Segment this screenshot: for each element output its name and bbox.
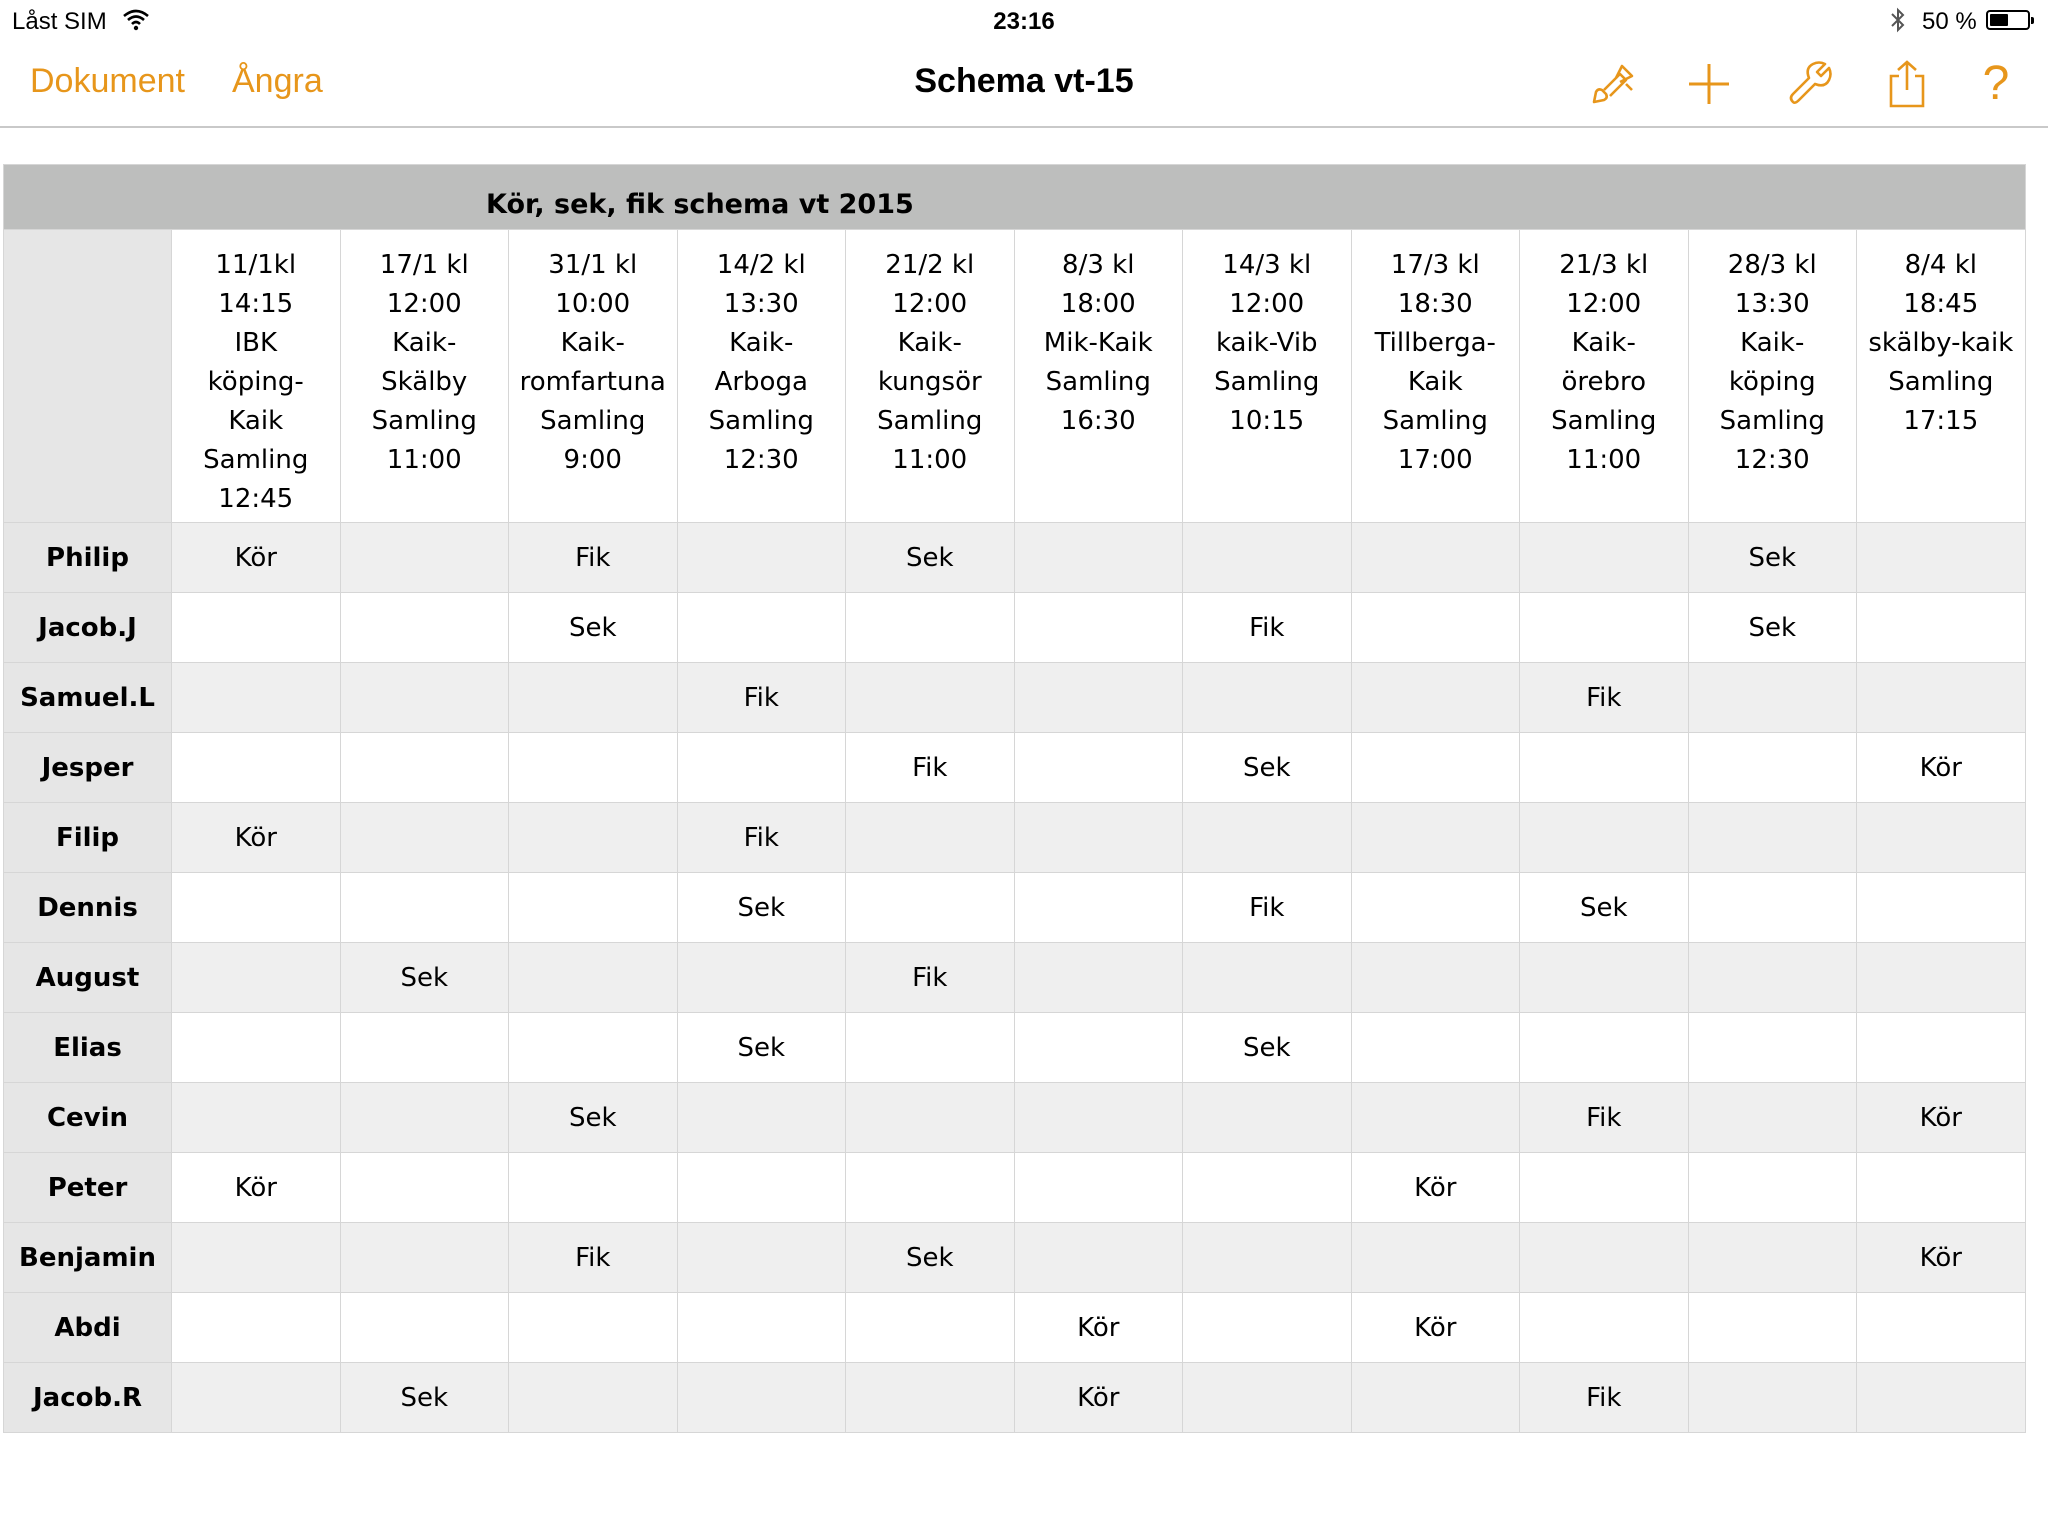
table-cell[interactable]	[509, 803, 678, 873]
table-cell[interactable]	[1857, 523, 2026, 593]
column-header-line: 10:00	[555, 289, 631, 319]
table-cell[interactable]: Kör	[1014, 1363, 1183, 1433]
column-header-line: 12:30	[1734, 445, 1810, 475]
table-cell[interactable]	[1857, 663, 2026, 733]
table-cell[interactable]	[340, 523, 509, 593]
column-header-cell[interactable]	[846, 230, 1015, 523]
column-header-line: örebro	[1561, 367, 1647, 397]
column-header-line: Samling	[1382, 406, 1488, 436]
table-cell[interactable]: Kör	[172, 803, 341, 873]
column-header-line: Arboga	[714, 367, 808, 397]
row-name-cell[interactable]: Jacob.J	[4, 593, 172, 663]
table-cell[interactable]	[1183, 943, 1352, 1013]
table-cell[interactable]	[1688, 1153, 1857, 1223]
table-cell[interactable]	[340, 1223, 509, 1293]
table-cell[interactable]	[1183, 1363, 1352, 1433]
row-name-cell[interactable]: August	[4, 943, 172, 1013]
table-cell[interactable]	[340, 733, 509, 803]
table-row	[4, 663, 2026, 733]
row-name-cell[interactable]: Jacob.R	[4, 1363, 172, 1433]
table-cell[interactable]: Fik	[846, 943, 1015, 1013]
row-name-cell[interactable]: Abdi	[4, 1293, 172, 1363]
table-cell[interactable]: Fik	[1520, 1083, 1689, 1153]
table-cell[interactable]	[1014, 663, 1183, 733]
row-name-cell[interactable]: Filip	[4, 803, 172, 873]
table-cell[interactable]	[172, 663, 341, 733]
table-cell[interactable]	[1351, 1223, 1520, 1293]
table-cell[interactable]	[677, 1293, 846, 1363]
header-row	[4, 230, 2026, 523]
column-header-cell[interactable]	[1351, 230, 1520, 523]
table-cell[interactable]	[1351, 803, 1520, 873]
table-cell[interactable]	[677, 1153, 846, 1223]
table-cell[interactable]: Fik	[509, 523, 678, 593]
table-cell[interactable]	[172, 873, 341, 943]
table-cell[interactable]	[846, 1013, 1015, 1083]
column-header-line: Samling	[1551, 406, 1657, 436]
table-cell[interactable]: Kör	[1351, 1293, 1520, 1363]
battery-percent: 50 %	[1922, 8, 1977, 35]
column-header-line: köping-	[207, 367, 304, 397]
table-cell[interactable]	[1688, 1293, 1857, 1363]
table-row	[4, 1363, 2026, 1433]
table-cell[interactable]: Sek	[677, 873, 846, 943]
table-cell[interactable]: Fik	[1183, 873, 1352, 943]
table-cell[interactable]	[509, 1013, 678, 1083]
table-cell[interactable]	[1520, 733, 1689, 803]
column-header-line: 11:00	[892, 445, 968, 475]
table-cell[interactable]	[172, 1223, 341, 1293]
column-header-line: 16:30	[1060, 406, 1136, 436]
table-cell[interactable]	[1688, 663, 1857, 733]
table-cell[interactable]	[1183, 1293, 1352, 1363]
table-cell[interactable]	[677, 523, 846, 593]
column-header-line: Kaik	[228, 406, 284, 436]
table-cell[interactable]	[1351, 1363, 1520, 1433]
paintbrush-icon[interactable]	[1586, 58, 1638, 110]
table-cell[interactable]	[1688, 733, 1857, 803]
column-header-line: 13:30	[723, 289, 799, 319]
table-cell[interactable]: Sek	[340, 1363, 509, 1433]
table-cell[interactable]: Fik	[1183, 593, 1352, 663]
table-cell[interactable]	[1014, 1153, 1183, 1223]
table-cell[interactable]	[1520, 943, 1689, 1013]
table-cell[interactable]	[1183, 803, 1352, 873]
table-cell[interactable]	[172, 1363, 341, 1433]
table-title-cell[interactable]	[4, 165, 2026, 230]
table-cell[interactable]	[172, 943, 341, 1013]
corner-cell[interactable]	[4, 230, 172, 523]
help-icon[interactable]: ?	[1982, 57, 2010, 110]
table-cell[interactable]	[1183, 1153, 1352, 1223]
table-cell[interactable]: Sek	[509, 1083, 678, 1153]
table-cell[interactable]	[340, 663, 509, 733]
table-cell[interactable]	[677, 733, 846, 803]
table-cell[interactable]: Sek	[846, 1223, 1015, 1293]
table-cell[interactable]	[1857, 1363, 2026, 1433]
battery-icon	[1986, 10, 2030, 30]
column-header-line: 17:15	[1903, 406, 1979, 436]
table-cell[interactable]	[1520, 1223, 1689, 1293]
table-cell[interactable]	[340, 593, 509, 663]
table-cell[interactable]	[1351, 1013, 1520, 1083]
table-cell[interactable]	[1014, 1083, 1183, 1153]
column-header-line: romfartuna	[519, 367, 666, 397]
table-cell[interactable]	[172, 733, 341, 803]
row-name-cell[interactable]: Benjamin	[4, 1223, 172, 1293]
table-cell[interactable]	[846, 1083, 1015, 1153]
column-header-line: 8/3 kl	[1062, 250, 1135, 280]
table-cell[interactable]	[1688, 803, 1857, 873]
column-header-line: 14/2 kl	[716, 250, 806, 280]
table-cell[interactable]	[1688, 873, 1857, 943]
column-header-cell[interactable]	[1183, 230, 1352, 523]
column-header-cell[interactable]	[1857, 230, 2026, 523]
table-cell[interactable]	[846, 1363, 1015, 1433]
table-cell[interactable]	[1014, 523, 1183, 593]
column-header-line: 12:00	[892, 289, 968, 319]
table-cell[interactable]: Kör	[1857, 1223, 2026, 1293]
table-row	[4, 943, 2026, 1013]
table-cell[interactable]: Sek	[846, 523, 1015, 593]
table-cell[interactable]	[509, 663, 678, 733]
table-cell[interactable]	[1183, 1223, 1352, 1293]
table-cell[interactable]	[1351, 663, 1520, 733]
table-cell[interactable]	[509, 1363, 678, 1433]
table-cell[interactable]: Fik	[677, 663, 846, 733]
table-cell[interactable]: Kör	[1857, 733, 2026, 803]
column-header-line: kaik-Vib	[1215, 328, 1318, 358]
column-header-line: 31/1 kl	[548, 250, 638, 280]
column-header-line: Kaik-	[560, 328, 625, 358]
column-header-line: 18:00	[1060, 289, 1136, 319]
table-cell[interactable]	[340, 1083, 509, 1153]
table-row	[4, 803, 2026, 873]
column-header-line: Samling	[877, 406, 983, 436]
table-row	[4, 873, 2026, 943]
row-name-cell[interactable]: Peter	[4, 1153, 172, 1223]
column-header-line: 12:45	[218, 484, 294, 514]
table-cell[interactable]	[1857, 1013, 2026, 1083]
column-header-line: 11:00	[1566, 445, 1642, 475]
column-header-line: 12:00	[1566, 289, 1642, 319]
column-header-line: Kaik-	[1740, 328, 1805, 358]
column-header-line: 12:00	[1229, 289, 1305, 319]
table-cell[interactable]	[1351, 523, 1520, 593]
column-header-line: 21/3 kl	[1559, 250, 1649, 280]
column-header-line: Samling	[371, 406, 477, 436]
column-header-line: Kaik-	[1571, 328, 1636, 358]
table-cell[interactable]: Fik	[1520, 1363, 1689, 1433]
column-header-line: 17:00	[1397, 445, 1473, 475]
table-row	[4, 1083, 2026, 1153]
table-cell[interactable]	[340, 1293, 509, 1363]
table-cell[interactable]	[1688, 1363, 1857, 1433]
clock: 23:16	[993, 8, 1055, 35]
column-header-line: Samling	[1888, 367, 1994, 397]
column-header-line: Kaik-	[729, 328, 794, 358]
column-header-cell[interactable]	[677, 230, 846, 523]
column-header-line: 10:15	[1229, 406, 1305, 436]
column-header-cell[interactable]	[1688, 230, 1857, 523]
table-cell[interactable]: Fik	[509, 1223, 678, 1293]
column-header-line: kungsör	[877, 367, 982, 397]
table-cell[interactable]	[846, 1293, 1015, 1363]
table-cell[interactable]	[509, 733, 678, 803]
table-cell[interactable]	[1520, 1293, 1689, 1363]
document-title: Schema vt-15	[914, 62, 1134, 100]
column-header-line: 8/4 kl	[1904, 250, 1977, 280]
table-cell[interactable]	[1520, 523, 1689, 593]
column-header-line: 18:30	[1397, 289, 1473, 319]
table-cell[interactable]	[1688, 1083, 1857, 1153]
table-cell[interactable]: Kör	[1857, 1083, 2026, 1153]
table-cell[interactable]	[846, 663, 1015, 733]
table-row	[4, 1293, 2026, 1363]
table-cell[interactable]	[1520, 593, 1689, 663]
column-header-line: 21/2 kl	[885, 250, 975, 280]
table-cell[interactable]	[172, 1013, 341, 1083]
table-cell[interactable]	[677, 943, 846, 1013]
table-cell[interactable]	[340, 873, 509, 943]
column-header-cell[interactable]	[1520, 230, 1689, 523]
row-name-cell[interactable]: Dennis	[4, 873, 172, 943]
table-cell[interactable]	[1183, 663, 1352, 733]
table-cell[interactable]	[340, 803, 509, 873]
table-cell[interactable]	[1183, 1083, 1352, 1153]
table-cell[interactable]	[509, 873, 678, 943]
table-row	[4, 523, 2026, 593]
table-cell[interactable]	[1014, 943, 1183, 1013]
column-header-line: 18:45	[1903, 289, 1979, 319]
table-row	[4, 593, 2026, 663]
table-cell[interactable]	[509, 1293, 678, 1363]
table-cell[interactable]	[677, 593, 846, 663]
column-header-line: 12:30	[723, 445, 799, 475]
table-cell[interactable]: Sek	[1183, 733, 1352, 803]
table-cell[interactable]	[1351, 593, 1520, 663]
table-cell[interactable]	[1688, 943, 1857, 1013]
table-cell[interactable]	[1014, 733, 1183, 803]
table-cell[interactable]	[846, 1153, 1015, 1223]
column-header-line: Samling	[708, 406, 814, 436]
column-header-line: 11/1kl	[215, 250, 297, 280]
table-cell[interactable]	[1014, 1013, 1183, 1083]
table-cell[interactable]	[172, 1083, 341, 1153]
status-bar	[0, 0, 2048, 40]
column-header-line: 12:00	[386, 289, 462, 319]
column-header-line: Kaik-	[392, 328, 457, 358]
table-cell[interactable]: Kör	[172, 523, 341, 593]
table-cell[interactable]: Sek	[340, 943, 509, 1013]
table-cell[interactable]	[340, 1153, 509, 1223]
table-cell[interactable]	[1351, 873, 1520, 943]
share-icon[interactable]	[1881, 58, 1933, 110]
row-name-cell[interactable]: Elias	[4, 1013, 172, 1083]
table-row	[4, 1153, 2026, 1223]
table-cell[interactable]: Fik	[846, 733, 1015, 803]
column-header-line: Samling	[1719, 406, 1825, 436]
table-cell[interactable]	[677, 1083, 846, 1153]
column-header-line: Tillberga-	[1374, 328, 1496, 358]
table-cell[interactable]: Sek	[509, 593, 678, 663]
table-cell[interactable]	[1857, 803, 2026, 873]
undo-button[interactable]: Ångra	[232, 62, 323, 100]
table-cell[interactable]: Sek	[1183, 1013, 1352, 1083]
column-header-line: 14:15	[218, 289, 294, 319]
column-header-line: Kaik-	[897, 328, 962, 358]
table-cell[interactable]	[1351, 1083, 1520, 1153]
column-header-line: 9:00	[563, 445, 622, 475]
column-header-line: Mik-Kaik	[1043, 328, 1153, 358]
column-header-cell[interactable]	[1014, 230, 1183, 523]
table-cell[interactable]	[1857, 593, 2026, 663]
column-header-line: 17/3 kl	[1390, 250, 1480, 280]
table-cell[interactable]: Fik	[677, 803, 846, 873]
table-cell[interactable]	[677, 1363, 846, 1433]
column-header-line: Samling	[1045, 367, 1151, 397]
table-cell[interactable]	[1014, 873, 1183, 943]
row-name-cell[interactable]: Cevin	[4, 1083, 172, 1153]
column-header-line: 14/3 kl	[1222, 250, 1312, 280]
bluetooth-icon	[1890, 7, 1906, 40]
table-cell[interactable]	[1014, 803, 1183, 873]
schedule-table	[3, 164, 2026, 1433]
documents-button[interactable]: Dokument	[30, 62, 185, 100]
wrench-icon[interactable]	[1783, 58, 1835, 110]
table-cell[interactable]: Sek	[1688, 593, 1857, 663]
table-cell[interactable]: Kör	[172, 1153, 341, 1223]
column-header-line: 13:30	[1734, 289, 1810, 319]
table-cell[interactable]	[677, 1223, 846, 1293]
table-cell[interactable]	[1688, 1223, 1857, 1293]
table-cell[interactable]: Fik	[1520, 663, 1689, 733]
column-header-line: 17/1 kl	[379, 250, 469, 280]
row-name-cell[interactable]: Jesper	[4, 733, 172, 803]
table-cell[interactable]	[1183, 523, 1352, 593]
navigation-bar	[0, 40, 2048, 128]
table-cell[interactable]	[1014, 593, 1183, 663]
column-header-line: Samling	[203, 445, 309, 475]
column-header-line: Samling	[540, 406, 646, 436]
column-header-cell[interactable]	[509, 230, 678, 523]
table-cell[interactable]: Sek	[677, 1013, 846, 1083]
column-header-cell[interactable]	[340, 230, 509, 523]
table-cell[interactable]	[172, 1293, 341, 1363]
column-header-line: 28/3 kl	[1727, 250, 1817, 280]
table-cell[interactable]	[1857, 943, 2026, 1013]
table-cell[interactable]	[1014, 1223, 1183, 1293]
row-name-cell[interactable]: Samuel.L	[4, 663, 172, 733]
table-cell[interactable]	[846, 873, 1015, 943]
table-row	[4, 1223, 2026, 1293]
table-cell[interactable]	[509, 1153, 678, 1223]
table-cell[interactable]	[846, 803, 1015, 873]
column-header-line: köping	[1728, 367, 1816, 397]
table-cell[interactable]	[1351, 733, 1520, 803]
table-cell[interactable]	[340, 1013, 509, 1083]
column-header-line: Kaik	[1407, 367, 1463, 397]
table-cell[interactable]	[1857, 1153, 2026, 1223]
row-name-cell[interactable]: Philip	[4, 523, 172, 593]
plus-icon[interactable]	[1683, 58, 1735, 110]
table-cell[interactable]	[172, 593, 341, 663]
carrier-label: Låst SIM	[12, 8, 107, 35]
table-cell[interactable]	[1857, 873, 2026, 943]
column-header-cell[interactable]	[172, 230, 341, 523]
column-header-line: IBK	[234, 328, 278, 358]
table-cell[interactable]	[1520, 1013, 1689, 1083]
table-cell[interactable]	[509, 943, 678, 1013]
table-cell[interactable]	[1520, 803, 1689, 873]
table-cell[interactable]	[1520, 1153, 1689, 1223]
column-header-line: 11:00	[386, 445, 462, 475]
table-cell[interactable]	[1688, 1013, 1857, 1083]
table-cell[interactable]	[1351, 943, 1520, 1013]
table-cell[interactable]: Kör	[1351, 1153, 1520, 1223]
table-cell[interactable]: Sek	[1688, 523, 1857, 593]
table-row	[4, 1013, 2026, 1083]
column-header-line: Samling	[1214, 367, 1320, 397]
table-title: Kör, sek, fik schema vt 2015	[486, 188, 914, 220]
table-cell[interactable]: Sek	[1520, 873, 1689, 943]
column-header-line: Skälby	[381, 367, 468, 397]
table-cell[interactable]	[1857, 1293, 2026, 1363]
table-cell[interactable]	[846, 593, 1015, 663]
table-cell[interactable]: Kör	[1014, 1293, 1183, 1363]
column-header-line: skälby-kaik	[1868, 328, 2014, 358]
table-row	[4, 733, 2026, 803]
